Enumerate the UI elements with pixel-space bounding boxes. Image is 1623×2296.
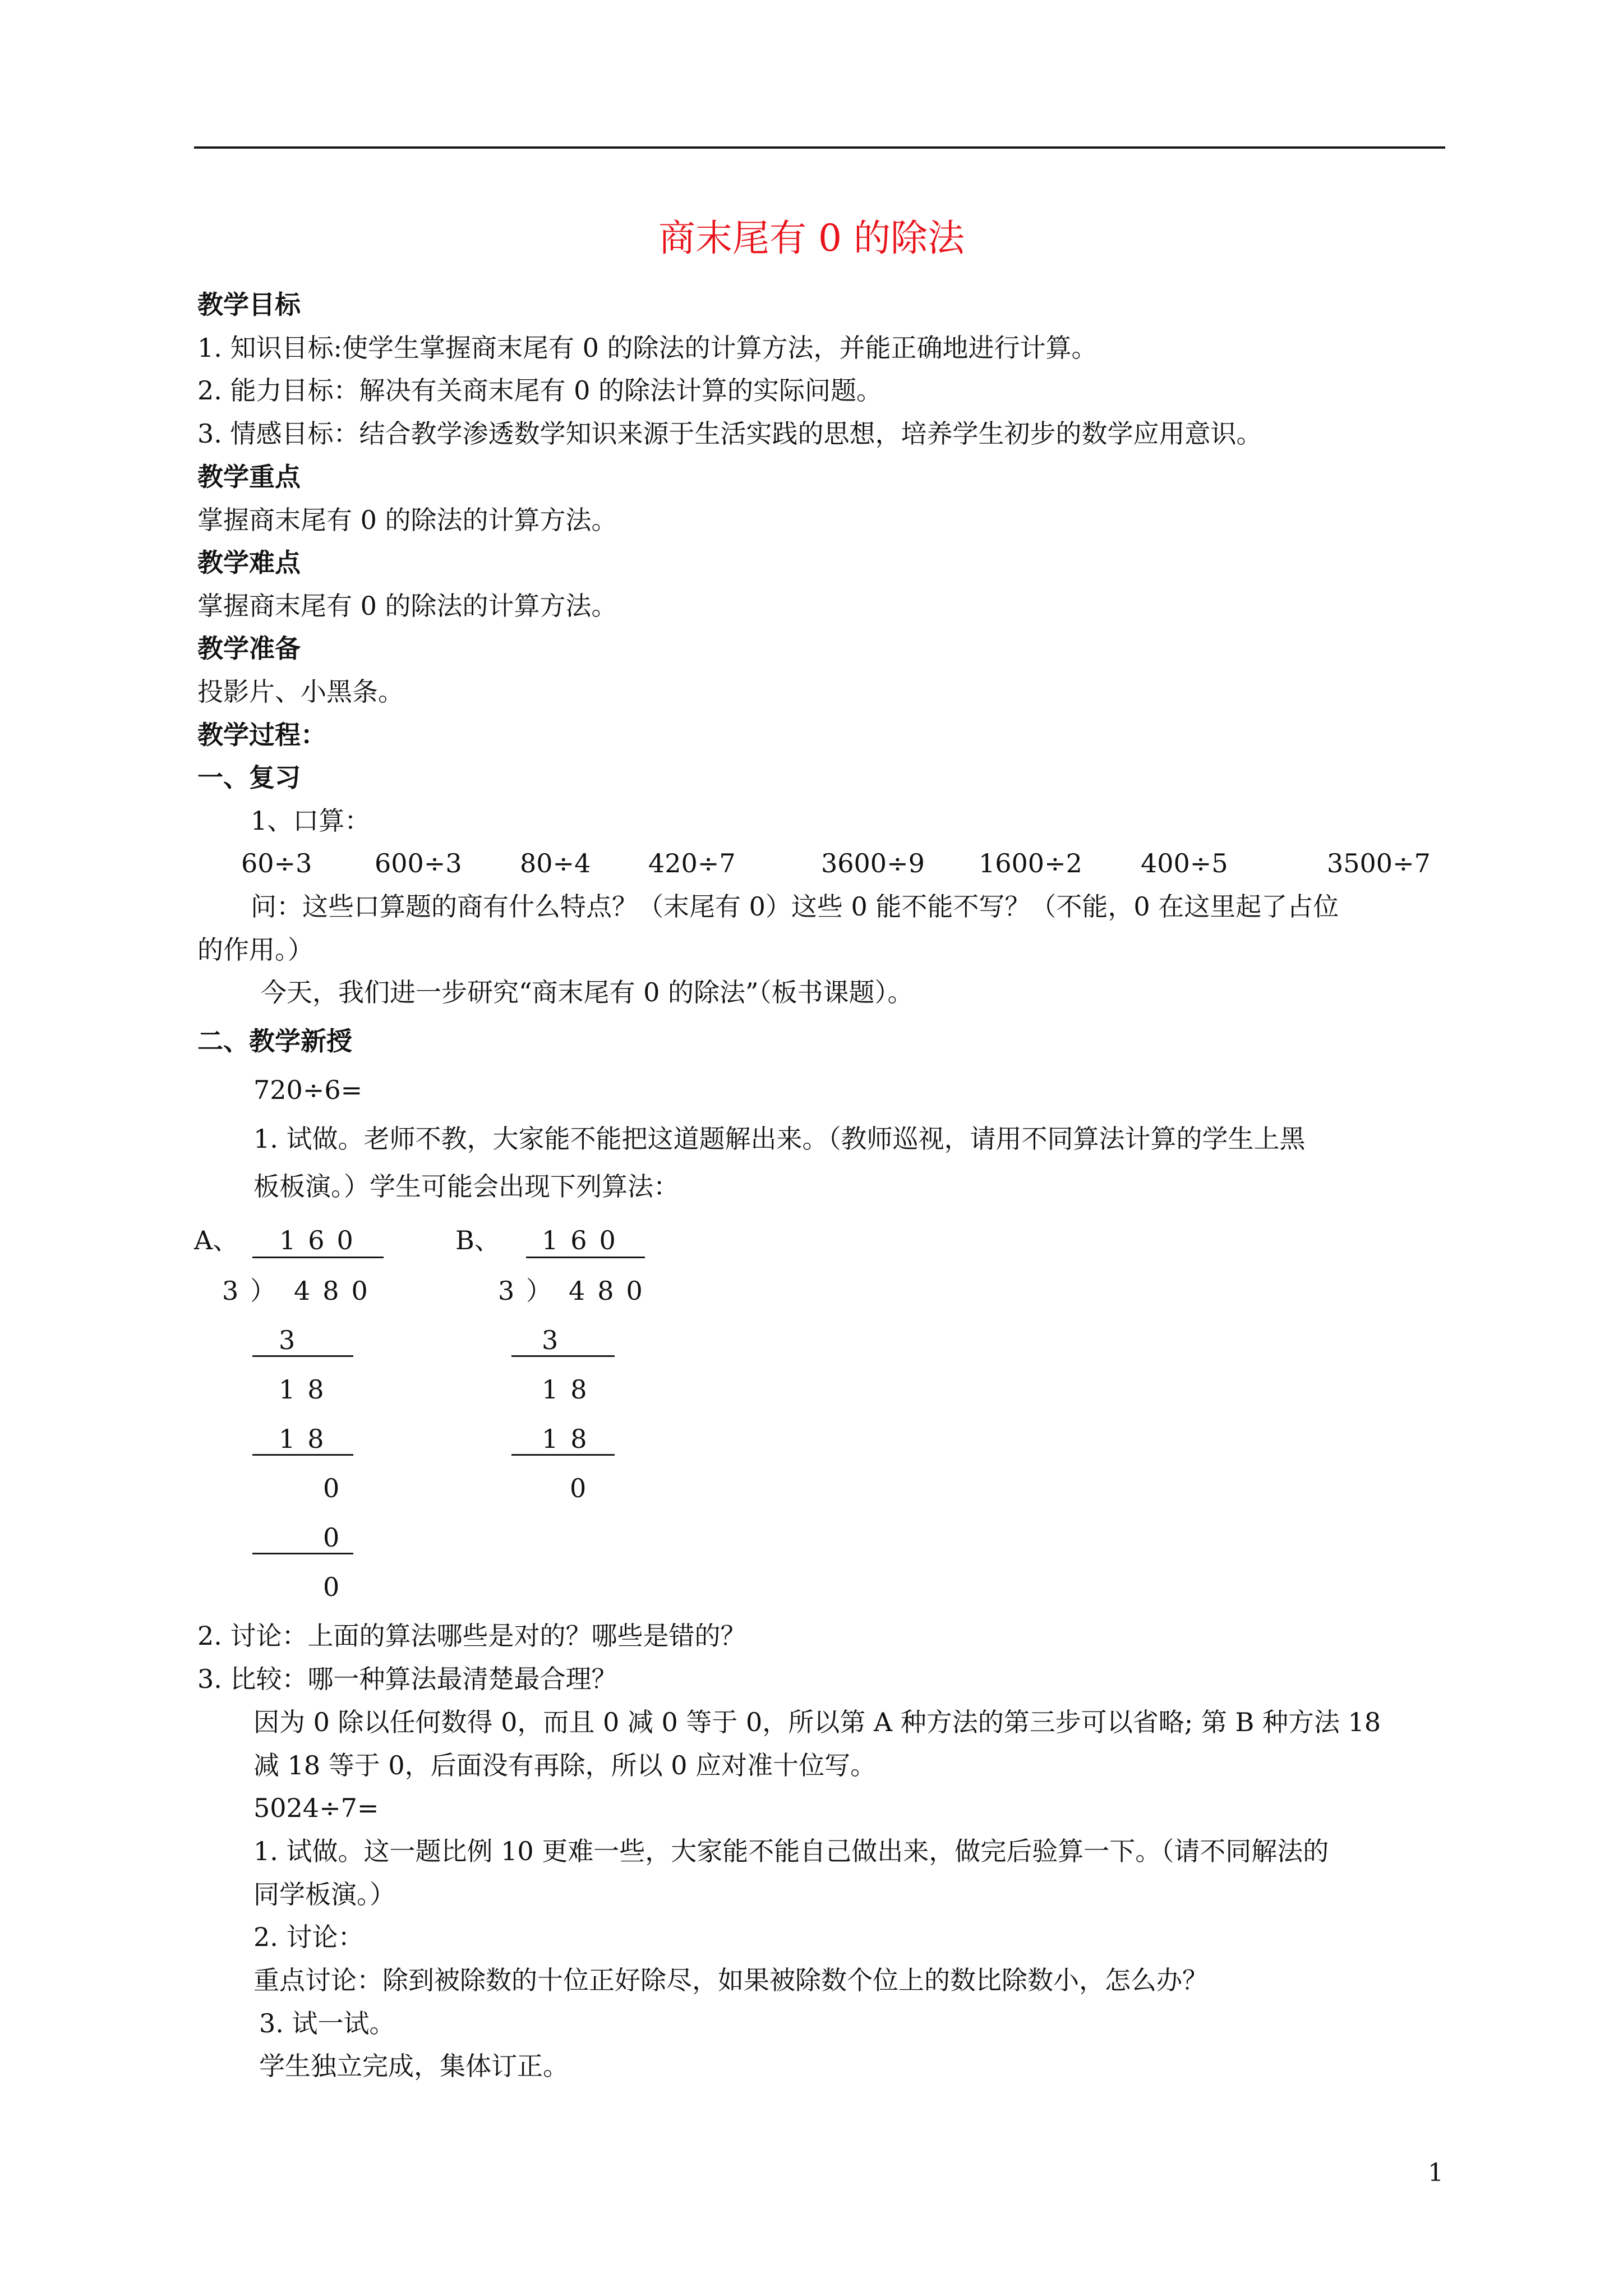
oral-problem: 60÷3 [241, 848, 312, 878]
method-b-step: 18 [542, 1374, 600, 1405]
new-lesson-heading: 二、教学新授 [197, 1026, 352, 1056]
method-a-line [252, 1454, 353, 1456]
focus-discussion: 重点讨论：除到被除数的十位正好除尽，如果被除数个位上的数比除数小，怎么办？ [253, 1965, 1208, 1995]
oral-problem: 420÷7 [648, 848, 736, 878]
method-b-label: B、 [455, 1225, 500, 1255]
method-a-quotient-line [252, 1257, 384, 1258]
process-heading: 教学过程： [197, 720, 326, 750]
method-b-step: 0 [570, 1473, 599, 1503]
objective-item: 3. 情感目标：结合教学渗透数学知识来源于生活实践的思想，培养学生初步的数学应用意识。 [197, 418, 1262, 449]
key-point-text: 掌握商末尾有 0 的除法的计算方法。 [197, 505, 617, 535]
objective-item: 2. 能力目标：解决有关商末尾有 0 的除法计算的实际问题。 [197, 375, 883, 406]
oral-problem: 3600÷9 [821, 848, 925, 878]
problem-one: 720÷6= [253, 1075, 363, 1105]
difficulty-text: 掌握商末尾有 0 的除法的计算方法。 [197, 591, 617, 621]
review-today: 今天，我们进一步研究“商末尾有 0 的除法”（板书课题）。 [261, 977, 914, 1007]
method-b-quotient: 160 [542, 1225, 628, 1255]
oral-label: 1、口算： [251, 806, 371, 836]
explain-text: 因为 0 除以任何数得 0，而且 0 减 0 等于 0，所以第 A 种方法的第三步可以省略; 第 B 种方法 18 [253, 1707, 1381, 1737]
try-three: 3. 试一试。 [259, 2008, 395, 2039]
oral-problem: 80÷4 [520, 848, 591, 878]
review-heading: 一、复习 [197, 762, 301, 793]
objectives-heading: 教学目标 [197, 289, 301, 320]
try-one: 1. 试做。老师不教，大家能不能把这道题解出来。（教师巡视，请用不同算法计算的学生上黑 [253, 1124, 1306, 1154]
method-a-divisor: 3 [222, 1276, 251, 1306]
method-a-step: 18 [279, 1374, 336, 1405]
method-a-step: 0 [323, 1572, 352, 1602]
method-b-line [511, 1454, 615, 1456]
method-b-step: 18 [542, 1424, 600, 1454]
difficulty-heading: 教学难点 [197, 547, 301, 578]
try-one-cont: 板板演。）学生可能会出现下列算法： [253, 1171, 679, 1202]
method-b-bracket: ） [526, 1276, 564, 1306]
review-question: 问：这些口算题的商有什么特点？（末尾有 0）这些 0 能不能不写？（不能，0 在这里起了占位 [251, 891, 1339, 922]
method-b-dividend: 480 [569, 1276, 655, 1306]
compare-text: 3. 比较：哪一种算法最清楚最合理？ [197, 1664, 617, 1694]
header-rule [194, 146, 1445, 149]
document-title: 商末尾有 0 的除法 [658, 217, 965, 260]
discuss-text: 2. 讨论：上面的算法哪些是对的？哪些是错的？ [197, 1621, 746, 1651]
method-a-step: 0 [323, 1473, 352, 1503]
review-question-cont: 的作用。） [197, 935, 313, 965]
method-a-step: 3 [279, 1325, 308, 1355]
discuss-two: 2. 讨论： [253, 1922, 364, 1952]
preparation-text: 投影片、小黑条。 [197, 677, 404, 707]
method-a-line [252, 1553, 353, 1554]
explain-text-cont: 减 18 等于 0，后面没有再除，所以 0 应对准十位写。 [253, 1750, 877, 1780]
oral-problem: 3500÷7 [1327, 848, 1431, 878]
oral-problem: 600÷3 [375, 848, 462, 878]
try-two-cont: 同学板演。） [253, 1879, 395, 1910]
method-b-quotient-line [526, 1257, 645, 1258]
oral-problem: 400÷5 [1141, 848, 1228, 878]
page-number: 1 [1428, 2159, 1444, 2187]
method-a-step: 18 [279, 1424, 336, 1454]
problem-two: 5024÷7= [253, 1793, 379, 1823]
method-b-line [511, 1355, 615, 1357]
method-a-line [252, 1355, 353, 1357]
method-a-label: A、 [194, 1225, 239, 1255]
try-two: 1. 试做。这一题比例 10 更难一些，大家能不能自己做出来，做完后验算一下。（请不同解法的 [253, 1836, 1329, 1866]
method-b-divisor: 3 [498, 1276, 527, 1306]
objective-item: 1. 知识目标:使学生掌握商末尾有 0 的除法的计算方法，并能正确地进行计算。 [197, 333, 1098, 363]
preparation-heading: 教学准备 [197, 633, 301, 664]
method-a-quotient: 160 [279, 1225, 366, 1255]
finish-text: 学生独立完成，集体订正。 [259, 2051, 569, 2081]
method-a-step: 0 [323, 1522, 352, 1553]
key-point-heading: 教学重点 [197, 462, 301, 492]
method-a-dividend: 480 [294, 1276, 380, 1306]
method-a-bracket: ） [250, 1276, 288, 1306]
method-b-step: 3 [542, 1325, 571, 1355]
oral-problem: 1600÷2 [979, 848, 1082, 878]
